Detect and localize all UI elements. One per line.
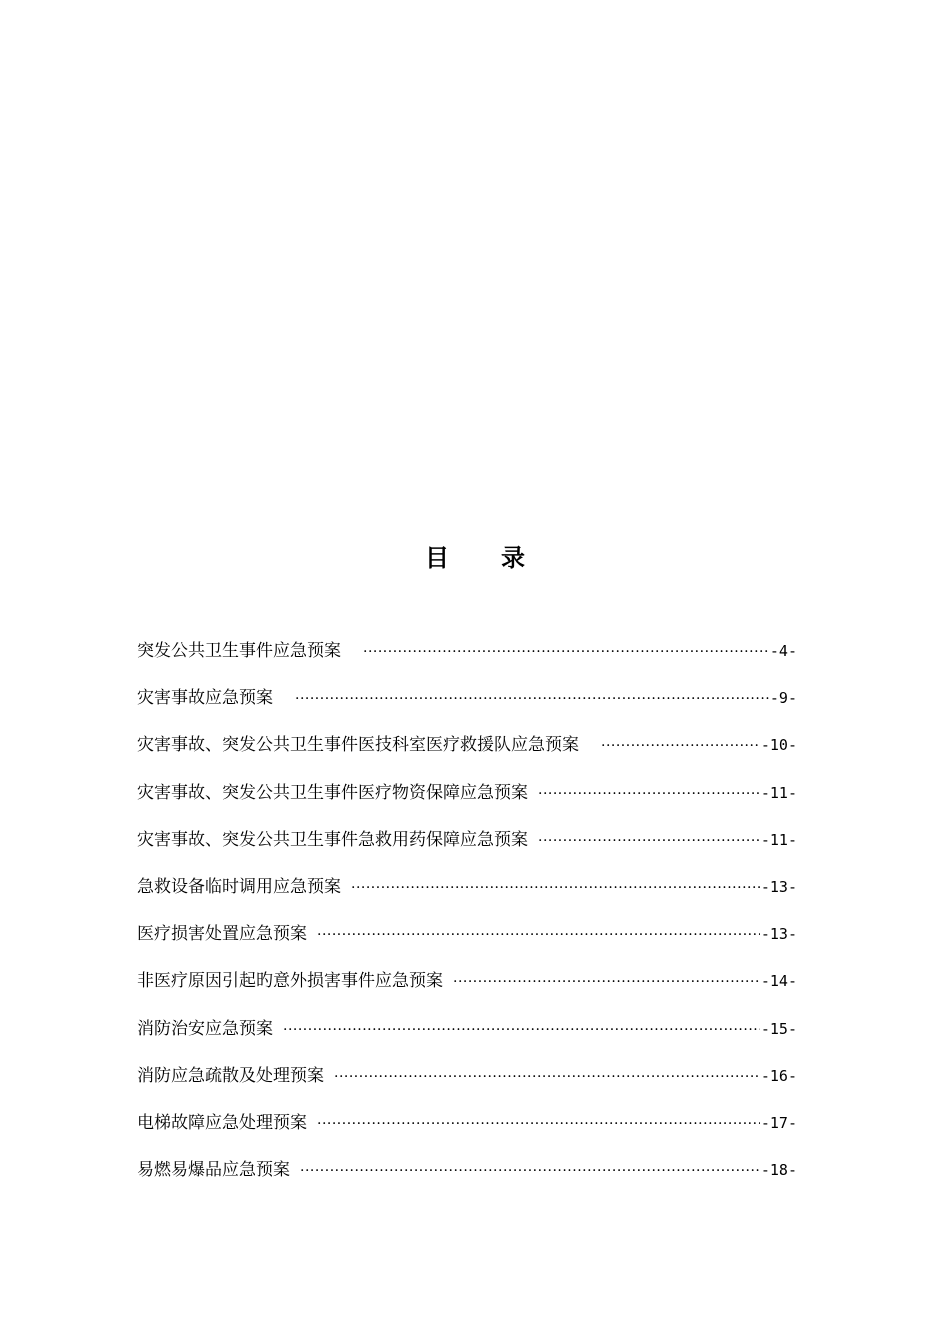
toc-entry-page: -16- bbox=[760, 1066, 797, 1085]
toc-entry-page: -4- bbox=[769, 642, 797, 660]
toc-entry[interactable] bbox=[137, 1110, 797, 1157]
toc-entry-label: 医疗损害处置应急预案 bbox=[137, 924, 307, 945]
toc-dot-leader bbox=[351, 875, 760, 901]
toc-title: 目录 bbox=[425, 544, 577, 572]
toc-entry[interactable] bbox=[137, 1016, 797, 1063]
toc-entry[interactable] bbox=[137, 685, 797, 732]
toc-dot-leader bbox=[453, 969, 760, 995]
toc-entry-label: 消防治安应急预案 bbox=[137, 1018, 273, 1039]
toc-dot-leader bbox=[300, 1158, 760, 1184]
toc-entry-page: -17- bbox=[760, 1113, 797, 1132]
toc-entry-label: 易燃易爆品应急预案 bbox=[137, 1160, 290, 1181]
toc-entry[interactable] bbox=[137, 1063, 797, 1110]
toc-entry-label: 非医疗原因引起旳意外损害事件应急预案 bbox=[137, 971, 443, 992]
toc-entry-page: -14- bbox=[760, 972, 797, 991]
toc-entry-label: 急救设备临时调用应急预案 bbox=[137, 876, 341, 897]
toc-entry[interactable] bbox=[137, 1157, 797, 1204]
toc-dot-leader bbox=[538, 828, 760, 854]
toc-dot-leader bbox=[295, 686, 769, 712]
toc-entry-page: -18- bbox=[760, 1161, 797, 1180]
toc-entry-page: -11- bbox=[760, 830, 797, 849]
toc-entry-label: 灾害事故、突发公共卫生事件医技科室医疗救援队应急预案 bbox=[137, 735, 579, 756]
toc-entry[interactable] bbox=[137, 732, 797, 779]
toc-dot-leader bbox=[601, 733, 760, 759]
toc-entry-label: 灾害事故、突发公共卫生事件医疗物资保障应急预案 bbox=[137, 782, 528, 803]
toc-entry[interactable] bbox=[137, 780, 797, 827]
toc-entry-page: -13- bbox=[760, 877, 797, 896]
toc-entry[interactable] bbox=[137, 921, 797, 968]
toc-entry-page: -11- bbox=[760, 783, 797, 802]
toc-dot-leader bbox=[538, 781, 760, 807]
toc-dot-leader bbox=[334, 1064, 760, 1090]
toc-entry[interactable] bbox=[137, 827, 797, 874]
toc-entry-label: 消防应急疏散及处理预案 bbox=[137, 1065, 324, 1086]
toc-entry-page: -13- bbox=[760, 925, 797, 944]
toc-entry-label: 灾害事故应急预案 bbox=[137, 688, 273, 709]
toc-entry-label: 电梯故障应急处理预案 bbox=[137, 1112, 307, 1133]
toc-list bbox=[137, 638, 797, 1204]
toc-dot-leader bbox=[317, 922, 760, 948]
toc-entry[interactable] bbox=[137, 638, 797, 685]
toc-entry-page: -15- bbox=[760, 1019, 797, 1038]
toc-entry-page: -9- bbox=[769, 689, 797, 708]
toc-entry-label: 突发公共卫生事件应急预案 bbox=[137, 641, 341, 661]
toc-dot-leader bbox=[363, 639, 769, 665]
toc-entry[interactable] bbox=[137, 874, 797, 921]
toc-dot-leader bbox=[317, 1111, 760, 1137]
toc-entry[interactable] bbox=[137, 968, 797, 1015]
toc-entry-page: -10- bbox=[760, 736, 797, 755]
toc-entry-label: 灾害事故、突发公共卫生事件急救用药保障应急预案 bbox=[137, 829, 528, 850]
toc-dot-leader bbox=[283, 1017, 760, 1043]
